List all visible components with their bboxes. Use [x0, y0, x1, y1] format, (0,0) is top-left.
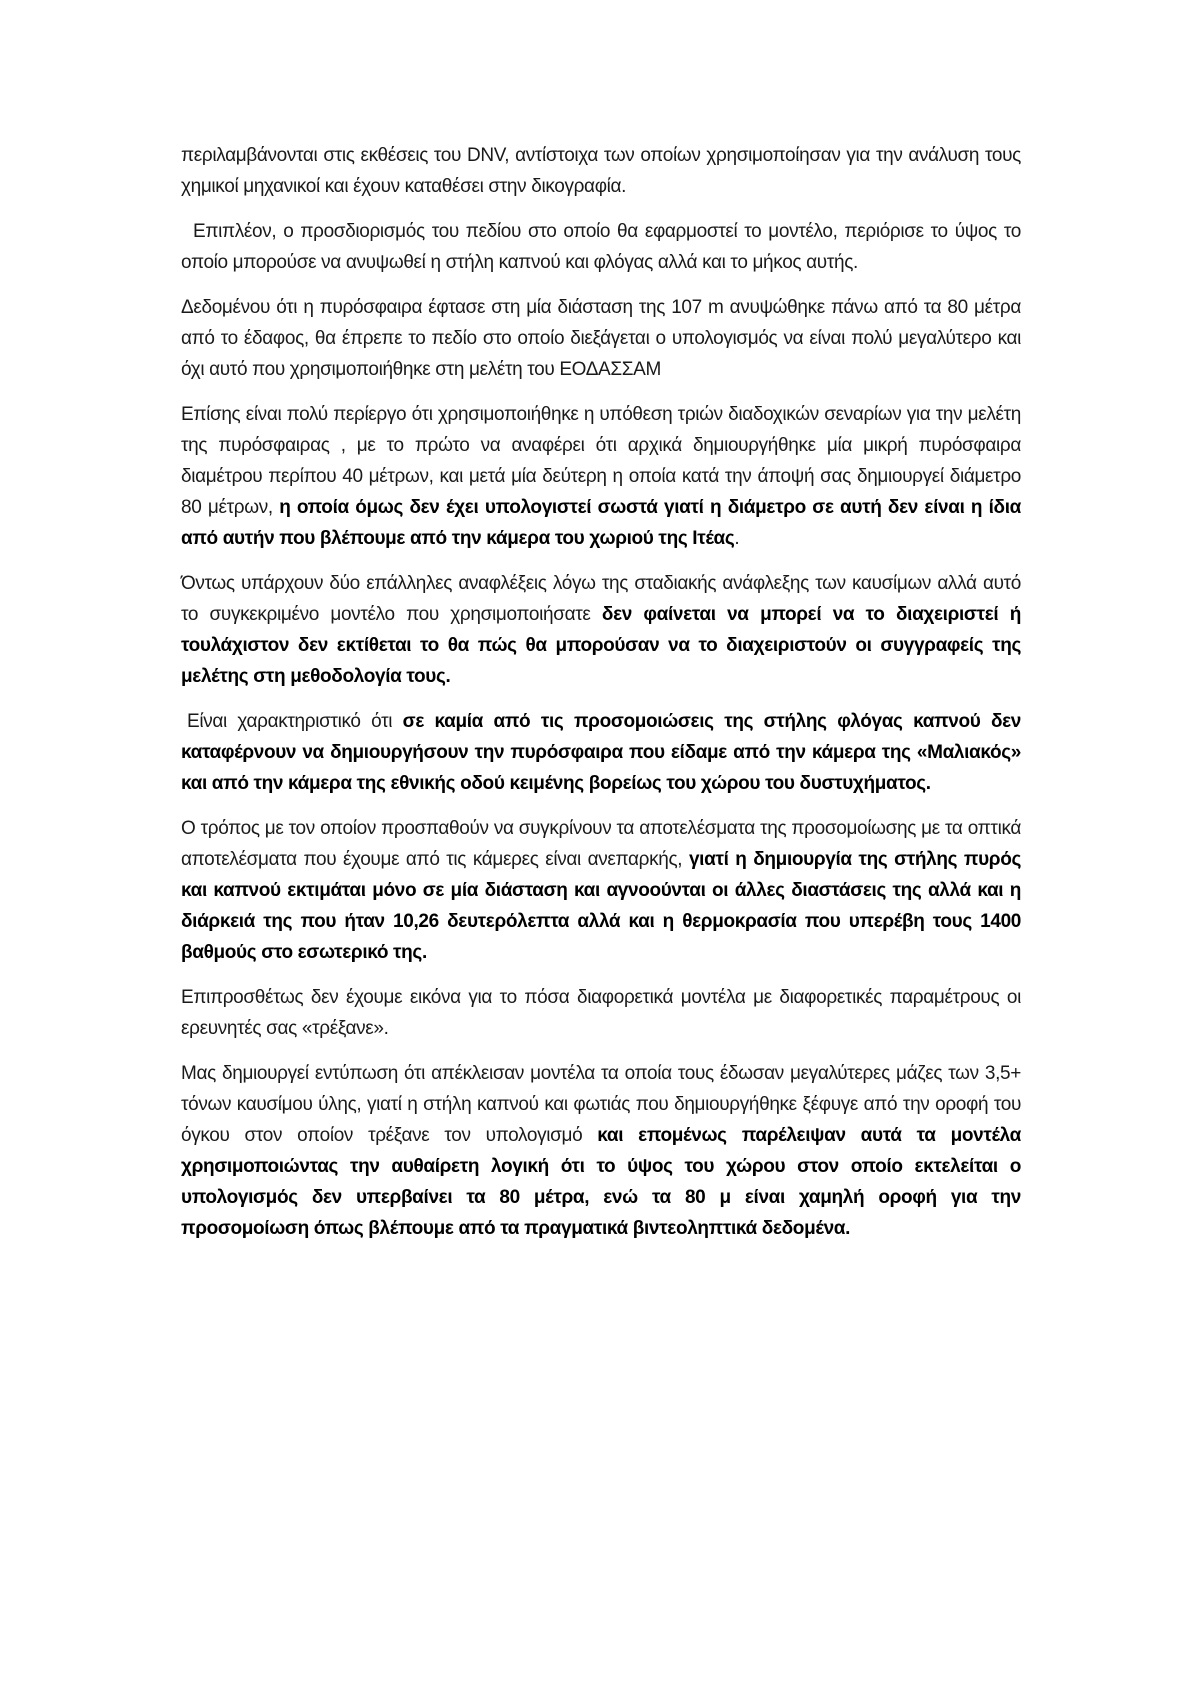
text-run: Είναι χαρακτηριστικό ότι [187, 711, 403, 732]
text-run: Όντως υπάρχουν δύο επάλληλες αναφλέξεις λόγω της σταδιακής ανάφλεξης των καυσίμων αλλά αυτό το συγκεκριμένο μοντέλο που χρησιμοποιήσατε [181, 573, 1021, 625]
text-run: περιλαμβάνονται στις εκθέσεις του DNV, αντίστοιχα των οποίων χρησιμοποίησαν για την ανάλυση τους χημικοί μηχανικοί και έχουν καταθέσει στην δικογραφία. [181, 145, 1021, 197]
text-run: Ο τρόπος με τον οποίον προσπαθούν να συγκρίνουν τα αποτελέσματα της προσομοίωσης με τα οπτικά αποτελέσματα που έχουμε από τις κάμερες είναι ανεπαρκής, [181, 818, 1021, 870]
paragraph-models-run [181, 982, 1021, 1044]
text-run: Δεδομένου ότι η πυρόσφαιρα έφτασε στη μία διάσταση της 107 m ανυψώθηκε πάνω από τα 80 μέτρα από το έδαφος, θα έπρεπε το πεδίο στο οποίο διεξάγεται ο υπολογισμός να είναι πολύ μεγαλύτερο και όχι αυτό που χρησιμοποιήθηκε στη μελέτη του ΕΟΔΑΣΣΑΜ [181, 297, 1021, 380]
paragraph-model-field [181, 216, 1021, 278]
bold-text-run: σε καμία από τις προσομοιώσεις της στήλης φλόγας καπνού δεν καταφέρνουν να δημιουργήσουν την πυρόσφαιρα που είδαμε από την κάμερα της «Μαλιακός» και από την κάμερα της εθνικής οδού κειμένης βορείως του χώρου του δυστυχήματος. [181, 711, 1021, 794]
text-run: Επιπροσθέτως δεν έχουμε εικόνα για το πόσα διαφορετικά μοντέλα με διαφορετικές παραμέτρους οι ερευνητές σας «τρέξανε». [181, 987, 1021, 1039]
paragraph-fireball-height [181, 292, 1021, 385]
text-run: Μας δημιουργεί εντύπωση ότι απέκλεισαν μοντέλα τα οποία τους έδωσαν μεγαλύτερες μάζες των 3,5+ τόνων καυσίμου ύλης, γιατί η στήλη καπνού και φωτιάς που δημιουργήθηκε ξέφυγε από την οροφή του όγκου στον οποίον τρέξανε τον υπολογισμό [181, 1063, 1021, 1146]
document-page [181, 140, 1021, 1258]
paragraph-comparison-method [181, 813, 1021, 968]
bold-text-run: γιατί η δημιουργία της στήλης πυρός και καπνού εκτιμάται μόνο σε μία διάσταση και αγνοούνται οι άλλες διαστάσεις της αλλά και η διάρκειά της που ήταν 10,26 δευτερόλεπτα αλλά και η θερμοκρασία που υπερέβη τους 1400 βαθμούς στο εσωτερικό της. [181, 849, 1021, 963]
paragraph-dnv-reports [181, 140, 1021, 202]
bold-text-run: και επομένως παρέλειψαν αυτά τα μοντέλα χρησιμοποιώντας την αυθαίρετη λογική ότι το ύψος του χώρου στον οποίο εκτελείται ο υπολογισμός δεν υπερβαίνει τα 80 μέτρα, ενώ τα 80 μ είναι χαμηλή οροφή για την προσομοίωση όπως βλέπουμε από τα πραγματικά βιντεοληπτικά δεδομένα. [181, 1125, 1021, 1239]
bold-text-run: δεν φαίνεται να μπορεί να το διαχειριστεί ή τουλάχιστον δεν εκτίθεται το θα πώς θα μπορούσαν να το διαχειριστούν οι συγγραφείς της μελέτης στη μεθοδολογία τους. [181, 604, 1021, 687]
bold-text-run: η οποία όμως δεν έχει υπολογιστεί σωστά γιατί η διάμετρο σε αυτή δεν είναι η ίδια από αυτήν που βλέπουμε από την κάμερα του χωριού της Ιτέας [181, 497, 1021, 549]
paragraph-excluded-models [181, 1058, 1021, 1244]
text-run: Επιπλέον, ο προσδιορισμός του πεδίου στο οποίο θα εφαρμοστεί το μοντέλο, περιόρισε το ύψος το οποίο μπορούσε να ανυψωθεί η στήλη καπνού και φλόγας αλλά και το μήκος αυτής. [181, 221, 1021, 273]
text-run: Επίσης είναι πολύ περίεργο ότι χρησιμοποιήθηκε η υπόθεση τριών διαδοχικών σεναρίων για την μελέτη της πυρόσφαιρας , με το πρώτο να αναφέρει ότι αρχικά δημιουργήθηκε μία μικρή πυρόσφαιρα διαμέτρου περίπου 40 μέτρων, και μετά μία δεύτερη η οποία κατά την άποψή σας δημιουργεί διάμετρο 80 μέτρων, [181, 404, 1021, 518]
text-run: . [734, 528, 740, 549]
paragraph-successive-ignitions [181, 568, 1021, 692]
paragraph-three-scenarios [181, 399, 1021, 554]
paragraph-simulations-fail [181, 706, 1021, 799]
